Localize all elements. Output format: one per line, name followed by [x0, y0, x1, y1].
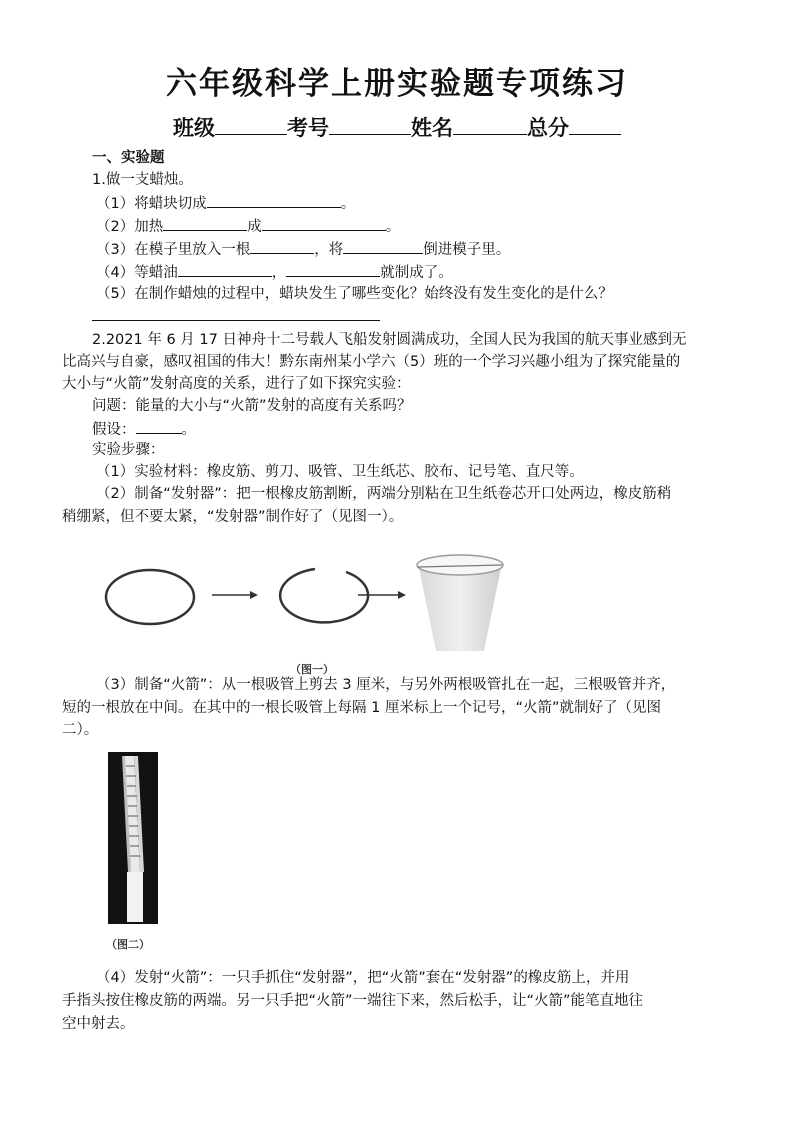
field-class-blank[interactable] [215, 116, 287, 135]
q2-step-3-line-2: 短的一根放在中间。在其中的一根长吸管上每隔 1 厘米标上一个记号，“火箭”就制好了（见图 [62, 700, 661, 716]
figure-2-straw-rocket-photo [108, 752, 158, 924]
field-class-label: 班级 [173, 116, 215, 140]
q2-question: 问题：能量的大小与“火箭”发射的高度有关系吗？ [92, 398, 412, 414]
q2-step-4-line-3: 空中射去。 [62, 1016, 135, 1032]
field-score-label: 总分 [527, 116, 569, 140]
q2-step-3-line-1: （3）制备“火箭”：从一根吸管上剪去 3 厘米，与另外两根吸管扎在一起，三根吸管并齐， [96, 677, 676, 693]
field-score-blank[interactable] [569, 116, 621, 135]
field-name-label: 姓名 [411, 116, 453, 140]
figure-1-caption: （图一） [290, 663, 334, 676]
student-info-line [0, 112, 794, 142]
arrow-right-icon-2 [358, 591, 406, 599]
q1-part3: （3）在模子里放入一根 ，将 倒进模子里。 [96, 238, 510, 260]
figure-1-launcher-diagram [100, 545, 510, 655]
rubber-band-cut [280, 569, 368, 622]
rubber-band-intact [106, 570, 194, 624]
q1-part2: （2）加热 成 。 [96, 215, 400, 237]
field-exam-number-blank[interactable] [329, 116, 411, 135]
q2-step-2-line-2: 稍绷紧，但不要太紧，“发射器”制作好了（见图一）。 [62, 509, 404, 525]
q2-step-2-line-1: （2）制备“发射器”：把一根橡皮筋割断，两端分别粘在卫生纸卷芯开口处两边，橡皮筋稍 [96, 486, 672, 502]
q2-intro-line-2: 比高兴与自豪，感叹祖国的伟大！黔东南州某小学六（5）班的一个学习兴趣小组为了探究能量的 [62, 354, 681, 370]
q1-part1: （1）将蜡块切成 。 [96, 192, 355, 214]
q2-step-4-line-2: 手指头按住橡皮筋的两端。另一只手把“火箭”一端往下来，然后松手，让“火箭”能笔直地往 [62, 993, 644, 1009]
q2-hypothesis: 假设： 。 [92, 418, 196, 440]
figure-2-caption: （图二） [106, 938, 150, 951]
q1-answer-line[interactable] [92, 320, 380, 321]
q1-blank-5[interactable] [343, 238, 423, 254]
q1-blank-7[interactable] [286, 261, 380, 277]
q1-blank-6[interactable] [178, 261, 272, 277]
q1-blank-4[interactable] [250, 238, 314, 254]
arrow-right-icon [212, 591, 258, 599]
q2-step-1: （1）实验材料：橡皮筋、剪刀、吸管、卫生纸芯、胶布、记号笔、直尺等。 [96, 464, 584, 480]
q1-blank-2[interactable] [163, 215, 247, 231]
paper-tube-launcher [417, 555, 503, 651]
q1-part4: （4）等蜡油 ， 就制成了。 [96, 261, 453, 283]
q2-hypothesis-blank[interactable] [136, 418, 182, 434]
field-name-blank[interactable] [453, 116, 527, 135]
q2-step-3-line-3: 二）。 [62, 722, 99, 738]
q1-blank-3[interactable] [262, 215, 386, 231]
page-title: 六年级科学上册实验题专项练习 [166, 66, 628, 102]
field-exam-number-label: 考号 [287, 116, 329, 140]
q2-intro-line-3: 大小与“火箭”发射高度的关系，进行了如下探究实验： [62, 376, 411, 392]
q2-steps-label: 实验步骤： [92, 442, 165, 458]
q1-stem: 1.做一支蜡烛。 [92, 172, 193, 188]
section-heading: 一、实验题 [92, 150, 165, 166]
q1-part5: （5）在制作蜡烛的过程中，蜡块发生了哪些变化？始终没有发生变化的是什么？ [96, 286, 613, 302]
q2-intro-line-1: 2.2021 年 6 月 17 日神舟十二号载人飞船发射圆满成功，全国人民为我国的航天事业感到无 [92, 332, 687, 348]
q2-step-4-line-1: （4）发射“火箭”：一只手抓住“发射器”，把“火箭”套在“发射器”的橡皮筋上，并用 [96, 970, 630, 986]
q1-blank-1[interactable] [207, 192, 341, 208]
